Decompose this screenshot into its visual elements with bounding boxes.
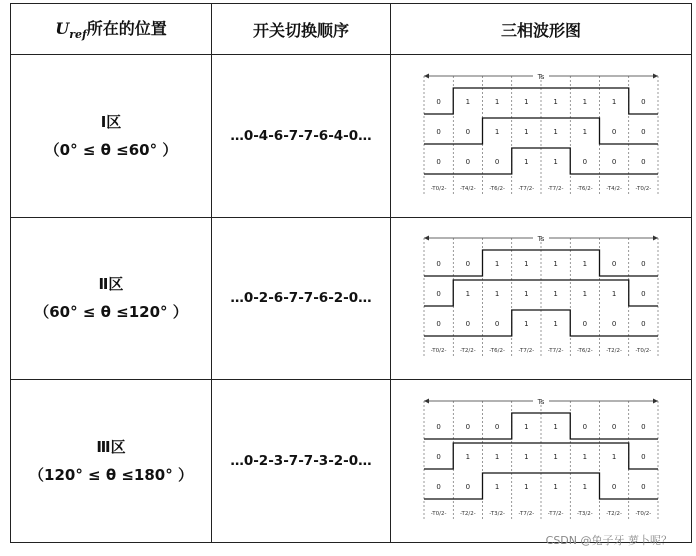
switch-state-label: 0 (611, 127, 617, 136)
time-segment-label: -T4/2- (606, 185, 622, 192)
time-segment-label: -T7/2- (518, 348, 535, 355)
header-row (11, 4, 692, 55)
switch-state-label: 1 (553, 453, 558, 462)
time-segment-label: -T3/2- (577, 511, 593, 518)
uref-symbol: $U_{ref}$ (55, 19, 87, 42)
switch-state-label: 1 (582, 483, 588, 492)
time-segment-label: -T4/2- (460, 185, 476, 192)
time-segment-label: -T2/2- (460, 511, 476, 518)
header-waveform: 三相波形图 (391, 4, 692, 55)
period-arrow-left (424, 399, 429, 404)
time-segment-label: -T0/2- (430, 348, 447, 355)
region-cell (11, 217, 212, 380)
switch-state-label: 1 (524, 97, 529, 106)
time-segment-label: -T6/2- (489, 185, 505, 192)
period-label: Ts (537, 235, 545, 244)
switch-state-label: 1 (465, 290, 471, 299)
switch-state-label: 1 (494, 483, 500, 492)
period-arrow-right (653, 399, 658, 404)
switch-state-label: 0 (436, 453, 441, 462)
angle-range: （0° ≤ θ ≤60° ） (44, 140, 178, 159)
switch-state-label: 0 (494, 320, 500, 329)
switch-state-label: 0 (641, 290, 646, 299)
switch-state-label: 1 (553, 423, 558, 432)
switch-state-label: 0 (611, 260, 617, 269)
watermark: CSDN @兔子牙 萝卜呢？ (545, 534, 672, 547)
time-segment-label: -T0/2- (430, 185, 447, 192)
switch-state-label: 1 (524, 453, 529, 462)
time-segment-label: -T0/2- (430, 511, 447, 518)
time-segment-label: -T7/2- (547, 348, 564, 355)
period-arrow-right (653, 73, 658, 78)
time-segment-label: -T2/2- (460, 348, 476, 355)
switch-state-label: 0 (582, 320, 588, 329)
switch-state-label: 0 (641, 453, 646, 462)
switch-state-label: 0 (465, 423, 471, 432)
switch-state-label: 0 (641, 483, 646, 492)
region-label: Ⅱ区 (98, 275, 124, 294)
switch-state-label: 1 (494, 453, 500, 462)
switch-state-label: 1 (582, 290, 588, 299)
waveform-cell (391, 380, 692, 543)
switch-state-label: 1 (582, 453, 588, 462)
switch-sequence: …0-2-6-7-7-6-2-0… (212, 217, 391, 380)
region-label: Ⅰ区 (100, 112, 122, 131)
switch-state-label: 1 (553, 97, 558, 106)
angle-range: （60° ≤ θ ≤120° ） (34, 303, 188, 322)
switch-state-label: 1 (494, 290, 500, 299)
switch-state-label: 0 (494, 157, 500, 166)
switch-state-label: 0 (641, 157, 646, 166)
switch-state-label: 1 (524, 483, 529, 492)
table-row (11, 380, 692, 543)
switch-state-label: 0 (436, 423, 441, 432)
header-sequence: 开关切换顺序 (212, 4, 391, 55)
switch-state-label: 0 (582, 423, 588, 432)
switch-state-label: 0 (436, 290, 441, 299)
time-segment-label: -T2/2- (606, 511, 622, 518)
time-segment-label: -T7/2- (518, 185, 535, 192)
period-arrow-left (424, 236, 429, 241)
period-label: Ts (537, 398, 545, 407)
switch-state-label: 1 (494, 127, 500, 136)
switch-state-label: 1 (524, 290, 529, 299)
switch-state-label: 0 (494, 423, 500, 432)
table-row (11, 55, 692, 218)
switch-state-label: 0 (465, 260, 471, 269)
switch-state-label: 0 (582, 157, 588, 166)
period-label: Ts (537, 72, 545, 81)
switch-state-label: 1 (553, 260, 558, 269)
time-segment-label: -T7/2- (547, 185, 564, 192)
switch-state-label: 1 (611, 453, 617, 462)
switch-state-label: 0 (436, 483, 441, 492)
switch-state-label: 1 (494, 97, 500, 106)
switch-state-label: 0 (465, 127, 471, 136)
time-segment-label: -T6/2- (489, 348, 505, 355)
switch-state-label: 1 (524, 157, 529, 166)
switch-state-label: 0 (611, 483, 617, 492)
switch-state-label: 0 (641, 320, 646, 329)
time-segment-label: -T6/2- (577, 185, 593, 192)
switch-state-label: 0 (611, 320, 617, 329)
switch-state-label: 0 (641, 260, 646, 269)
time-segment-label: -T6/2- (577, 348, 593, 355)
header-position-text: 所在的位置 (86, 19, 167, 39)
switch-sequence: …0-4-6-7-7-6-4-0… (212, 55, 391, 218)
time-segment-label: -T3/2- (489, 511, 505, 518)
switch-sequence: …0-2-3-7-7-3-2-0… (212, 380, 391, 543)
region-label: Ⅲ区 (96, 438, 126, 457)
region-cell (11, 55, 212, 218)
time-segment-label: -T7/2- (547, 511, 564, 518)
switch-state-label: 1 (582, 260, 588, 269)
switch-state-label: 1 (553, 127, 558, 136)
switch-state-label: 0 (436, 320, 441, 329)
switch-state-label: 0 (465, 157, 471, 166)
three-phase-waveform (410, 391, 672, 531)
svpwm-switching-table (10, 3, 692, 543)
switch-state-label: 0 (641, 423, 646, 432)
switch-state-label: 1 (465, 453, 471, 462)
table-row (11, 217, 692, 380)
time-segment-label: -T7/2- (518, 511, 535, 518)
header-position (11, 4, 212, 55)
switch-state-label: 0 (465, 483, 471, 492)
switch-state-label: 1 (494, 260, 500, 269)
time-segment-label: -T0/2- (635, 511, 652, 518)
switch-state-label: 1 (611, 97, 617, 106)
time-segment-label: -T0/2- (635, 348, 652, 355)
three-phase-waveform (410, 228, 672, 368)
switch-state-label: 1 (553, 157, 558, 166)
switch-state-label: 0 (465, 320, 471, 329)
switch-state-label: 1 (611, 290, 617, 299)
waveform-cell (391, 217, 692, 380)
switch-state-label: 1 (524, 320, 529, 329)
region-cell (11, 380, 212, 543)
switch-state-label: 0 (611, 157, 617, 166)
switch-state-label: 0 (436, 97, 441, 106)
switch-state-label: 1 (524, 423, 529, 432)
switch-state-label: 1 (582, 127, 588, 136)
switch-state-label: 1 (524, 260, 529, 269)
three-phase-waveform (410, 66, 672, 206)
switch-state-label: 1 (553, 320, 558, 329)
period-arrow-left (424, 73, 429, 78)
switch-state-label: 0 (641, 97, 646, 106)
switch-state-label: 1 (553, 483, 558, 492)
angle-range: （120° ≤ θ ≤180° ） (29, 466, 193, 485)
time-segment-label: -T2/2- (606, 348, 622, 355)
switch-state-label: 1 (524, 127, 529, 136)
switch-state-label: 0 (436, 157, 441, 166)
switch-state-label: 0 (436, 260, 441, 269)
waveform-cell (391, 55, 692, 218)
switch-state-label: 0 (436, 127, 441, 136)
switch-state-label: 0 (641, 127, 646, 136)
period-arrow-right (653, 236, 658, 241)
switch-state-label: 1 (553, 290, 558, 299)
switch-state-label: 0 (611, 423, 617, 432)
switch-state-label: 1 (465, 97, 471, 106)
time-segment-label: -T0/2- (635, 185, 652, 192)
switch-state-label: 1 (582, 97, 588, 106)
